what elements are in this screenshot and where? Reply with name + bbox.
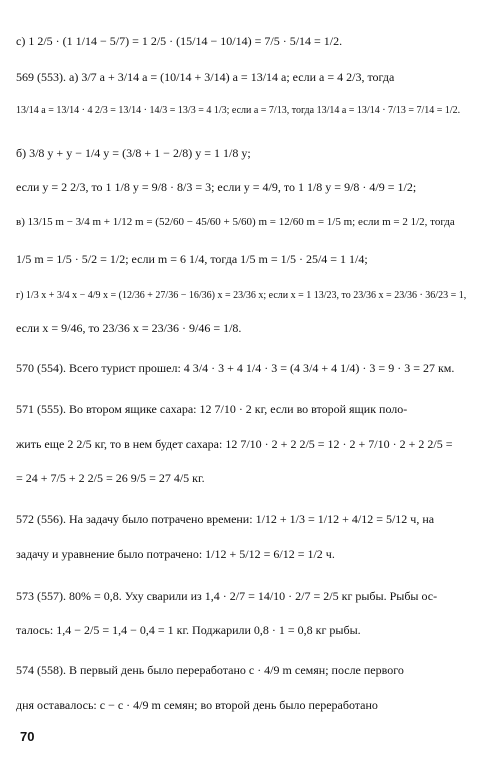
- line-572-2: задачу и уравнение было потрачено: 1/12 + 5/12 = 6/12 = 1/2 ч.: [16, 547, 335, 561]
- line-573-1: 573 (557). 80% = 0,8. Уху сварили из 1,4 · 2/7 = 14/10 · 2/7 = 2/5 кг рыбы. Рыбы ос-: [16, 589, 438, 603]
- line-573-2: талось: 1,4 − 2/5 = 1,4 − 0,4 = 1 кг. Поджарили 0,8 · 1 = 0,8 кг рыбы.: [16, 623, 361, 637]
- line-569-v-1: в) 13/15 m − 3/4 m + 1/12 m = (52/60 − 45/60 + 5/60) m = 12/60 m = 1/5 m; если m = 2 1/2, тогда: [16, 216, 455, 228]
- line-569-v-2: 1/5 m = 1/5 · 5/2 = 1/2; если m = 6 1/4, тогда 1/5 m = 1/5 · 25/4 = 1 1/4;: [16, 252, 368, 266]
- line-571-1: 571 (555). Во втором ящике сахара: 12 7/10 · 2 кг, если во второй ящик поло-: [16, 402, 408, 416]
- page-number: 70: [20, 730, 35, 744]
- line-568-c: с) 1 2/5 · (1 1/14 − 5/7) = 1 2/5 · (15/14 − 10/14) = 7/5 · 5/14 = 1/2.: [16, 34, 343, 48]
- line-569-g-1: г) 1/3 x + 3/4 x − 4/9 x = (12/36 + 27/36 − 16/36) x = 23/36 x; если x = 1 13/23, то 23/36 x = 23/36 · 36/23 = 1,: [16, 290, 467, 301]
- line-570: 570 (554). Всего турист прошел: 4 3/4 · 3 + 4 1/4 · 3 = (4 3/4 + 4 1/4) · 3 = 9 · 3 = 27 км.: [16, 361, 455, 375]
- line-569-b-2: если y = 2 2/3, то 1 1/8 y = 9/8 · 8/3 = 3; если y = 4/9, то 1 1/8 y = 9/8 · 4/9 = 1/2;: [16, 180, 417, 194]
- line-574-2: дня оставалось: c − c · 4/9 m семян; во второй день было переработано: [16, 698, 378, 712]
- line-571-2: жить еще 2 2/5 кг, то в нем будет сахара: 12 7/10 · 2 + 2 2/5 = 12 · 2 + 7/10 · 2 + 2 2/5 =: [16, 437, 453, 451]
- line-569-a-1: 569 (553). а) 3/7 a + 3/14 a = (10/14 + 3/14) a = 13/14 a; если a = 4 2/3, тогда: [16, 70, 395, 84]
- line-569-g-2: если x = 9/46, то 23/36 x = 23/36 · 9/46 = 1/8.: [16, 321, 242, 335]
- line-574-1: 574 (558). В первый день было переработано c · 4/9 m семян; после первого: [16, 663, 404, 677]
- line-569-b-1: б) 3/8 y + y − 1/4 y = (3/8 + 1 − 2/8) y = 1 1/8 y;: [16, 146, 251, 160]
- line-572-1: 572 (556). На задачу было потрачено времени: 1/12 + 1/3 = 1/12 + 4/12 = 5/12 ч, на: [16, 512, 435, 526]
- line-571-3: = 24 + 7/5 + 2 2/5 = 26 9/5 = 27 4/5 кг.: [16, 471, 205, 485]
- line-569-a-2: 13/14 a = 13/14 · 4 2/3 = 13/14 · 14/3 = 13/3 = 4 1/3; если a = 7/13, тогда 13/14 a = 13/14 · 7/13 = 7/14 = 1/2.: [16, 105, 461, 116]
